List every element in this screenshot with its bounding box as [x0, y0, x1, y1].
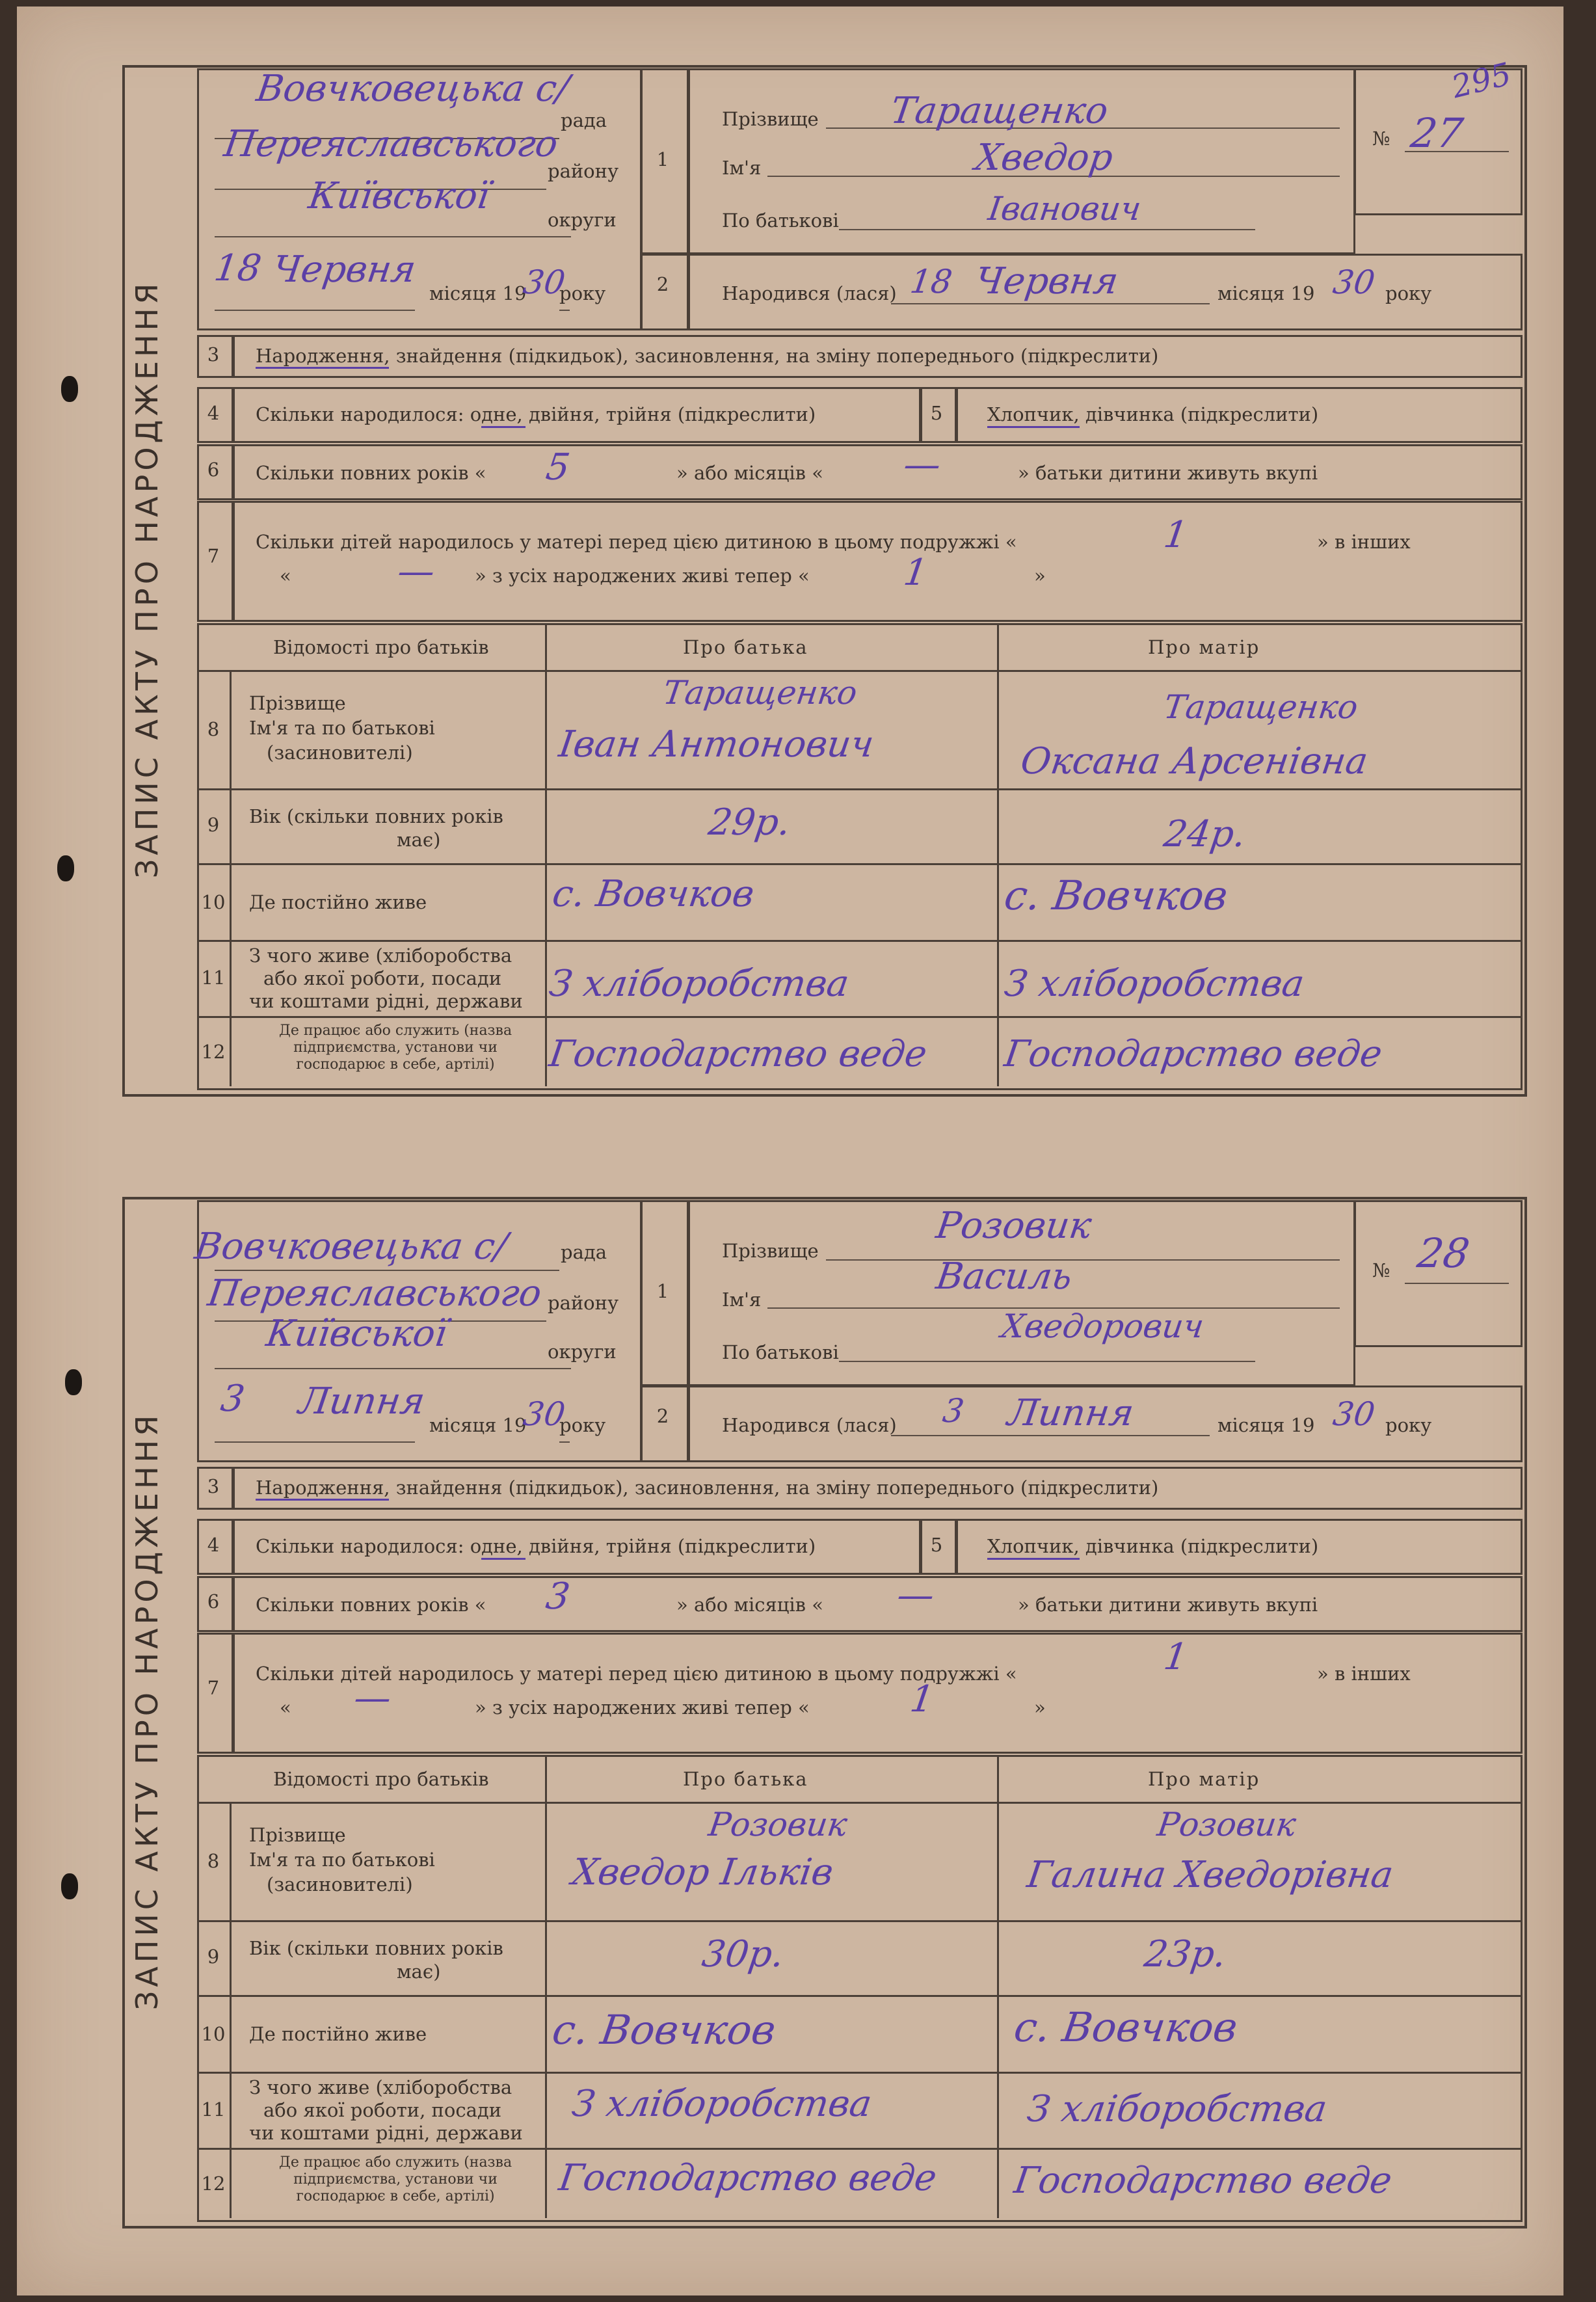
reg-year: 30: [520, 1395, 568, 1433]
number-label: №: [1372, 1259, 1390, 1281]
mother-occupation: З хліборобства: [1002, 963, 1307, 1005]
row-number: 10: [201, 2023, 226, 2045]
born-month-label: місяця 19: [1217, 282, 1315, 304]
row11-label: або якої роботи, посади: [263, 967, 502, 989]
row8-label: Прізвище: [249, 692, 346, 714]
born-year-label: року: [1385, 282, 1432, 304]
row9-label: має): [397, 829, 441, 851]
row6-years: 5: [543, 446, 573, 489]
row6-text: » або місяців «: [676, 462, 823, 484]
row8-label: (засиновителі): [267, 1873, 413, 1895]
parents-header-mother: Про матір: [1148, 1768, 1260, 1790]
row11-label: або якої роботи, посади: [263, 2099, 502, 2121]
patronymic-value: Іванович: [985, 190, 1144, 228]
row-number: 1: [656, 1280, 669, 1302]
record-title: ЗАПИС АКТУ ПРО НАРОДЖЕННЯ: [129, 279, 165, 879]
reg-year: 30: [520, 263, 568, 301]
row11-label: чи коштами рідні, держави: [249, 2122, 523, 2144]
father-workplace: Господарство веде: [546, 1033, 930, 1075]
row12-label: господарює в себе, артілі): [296, 2188, 495, 2204]
row6-years: 3: [543, 1575, 573, 1618]
rayon-label: району: [548, 160, 619, 182]
patronymic-value: Хведорович: [998, 1307, 1206, 1345]
rada-value: Вовчковецька с/: [192, 1225, 511, 1268]
row7-text: Скільки дітей народилось у матері перед цією дитиною в цьому подружжі «: [256, 531, 1017, 553]
born-month: Червня: [972, 260, 1121, 302]
row12-label: господарює в себе, артілі): [296, 1056, 495, 1073]
record-title: ЗАПИС АКТУ ПРО НАРОДЖЕННЯ: [129, 1411, 165, 2011]
mother-residence: с. Вовчков: [1011, 2003, 1241, 2051]
row10-label: Де постійно живе: [249, 891, 427, 913]
father-surname: Таращенко: [660, 674, 860, 712]
father-name: Хведор Ільків: [569, 1851, 836, 1894]
row7-this-marriage: 1: [1161, 514, 1191, 556]
row8-label: Прізвище: [249, 1824, 346, 1846]
mother-workplace: Господарство веде: [1011, 2160, 1395, 2202]
row6-months: —: [894, 1574, 937, 1616]
row4-text: Скільки народилося: одне, двійня, трійня (підкреслити): [256, 1535, 816, 1557]
row9-label: має): [397, 1961, 441, 1983]
okruha-label: округи: [548, 1341, 617, 1363]
surname-value: Таращенко: [888, 90, 1111, 132]
row6-text: Скільки повних років «: [256, 1594, 486, 1616]
parents-header-info: Відомості про батьків: [273, 636, 489, 658]
binder-hole: [57, 855, 74, 881]
okruha-value: Київської: [306, 175, 492, 217]
row-number: 6: [207, 1590, 220, 1613]
row7-text: «: [280, 565, 291, 587]
row-number: 4: [207, 402, 220, 424]
row-number: 11: [201, 967, 226, 989]
okruha-label: округи: [548, 209, 617, 231]
row-number: 3: [207, 343, 220, 366]
surname-value: Розовик: [933, 1205, 1095, 1247]
row-number: 8: [207, 718, 220, 740]
binder-hole: [61, 376, 78, 402]
row8-label: Ім'я та по батькові: [249, 1849, 435, 1871]
born-month-label: місяця 19: [1217, 1414, 1315, 1436]
row7-text: » в інших: [1317, 1663, 1411, 1685]
reg-month: Червня: [270, 248, 419, 291]
row10-label: Де постійно живе: [249, 2023, 427, 2045]
father-residence: с. Вовчков: [550, 873, 757, 915]
row-number: 7: [207, 1677, 220, 1699]
row7-text: »: [1034, 1696, 1046, 1719]
row7-this-marriage: 1: [1161, 1636, 1191, 1678]
row-number: 4: [207, 1534, 220, 1556]
reg-month: Липня: [296, 1380, 428, 1423]
row-number: 12: [201, 2173, 226, 2195]
number-label: №: [1372, 127, 1390, 150]
row-number: 9: [207, 1946, 220, 1968]
mother-name: Оксана Арсенівна: [1018, 740, 1371, 783]
row7-text: » з усіх народжених живі тепер «: [475, 1696, 810, 1719]
mother-workplace: Господарство веде: [1002, 1033, 1385, 1075]
name-label: Ім'я: [722, 1289, 762, 1311]
row7-text: »: [1034, 565, 1046, 587]
rada-value: Вовчковецька с/: [254, 68, 572, 110]
row-number: 5: [930, 1534, 943, 1556]
mother-surname: Таращенко: [1161, 688, 1361, 726]
parents-header-mother: Про матір: [1148, 636, 1260, 658]
row7-text: «: [280, 1696, 291, 1719]
reg-year-label: року: [559, 282, 606, 304]
row7-alive: 1: [907, 1678, 937, 1720]
rada-label: рада: [561, 1241, 607, 1263]
father-occupation: З хліборобства: [546, 963, 852, 1005]
row9-label: Вік (скільки повних років: [249, 805, 503, 827]
row4-text: Скільки народилося: одне, двійня, трійня (підкреслити): [256, 403, 816, 425]
surname-label: Прізвище: [722, 108, 819, 130]
row6-text: » батьки дитини живуть вкупі: [1018, 1594, 1318, 1616]
row7-text: Скільки дітей народилось у матері перед цією дитиною в цьому подружжі «: [256, 1663, 1017, 1685]
row-number: 10: [201, 891, 226, 913]
born-label: Народився (лася): [722, 282, 897, 304]
row-number: 1: [656, 148, 669, 170]
row6-months: —: [901, 444, 944, 486]
surname-label: Прізвище: [722, 1240, 819, 1262]
row6-text: Скільки повних років «: [256, 462, 486, 484]
row12-label: Де працює або служить (назва: [278, 1023, 512, 1039]
mother-name: Галина Хведорівна: [1024, 1854, 1396, 1896]
row-number: 3: [207, 1475, 220, 1497]
parents-table: [197, 1755, 1523, 2222]
patronymic-label: По батькові: [722, 209, 839, 232]
father-workplace: Господарство веде: [556, 2157, 940, 2199]
row-number: 7: [207, 545, 220, 567]
born-day: 3: [940, 1392, 966, 1430]
row7-box: [233, 1633, 1523, 1754]
row7-text: » в інших: [1317, 531, 1411, 553]
mother-residence: с. Вовчков: [1001, 872, 1231, 919]
born-year: 30: [1330, 263, 1377, 301]
name-label: Ім'я: [722, 157, 762, 179]
binder-hole: [65, 1369, 82, 1395]
parents-header-info: Відомості про батьків: [273, 1768, 489, 1790]
father-occupation: З хліборобства: [569, 2083, 875, 2125]
row6-text: » або місяців «: [676, 1594, 823, 1616]
row12-label: підприємства, установи чи: [293, 2171, 498, 2188]
row3-text: Народження, знайдення (підкидьок), засиновлення, на зміну попереднього (підкреслити): [256, 1477, 1159, 1499]
reg-year-label: року: [559, 1414, 606, 1436]
father-age: 29р.: [706, 801, 793, 844]
mother-age: 24р.: [1161, 813, 1249, 855]
patronymic-label: По батькові: [722, 1341, 839, 1363]
row-number: 9: [207, 814, 220, 836]
row-number: 2: [656, 1405, 669, 1427]
born-year-label: року: [1385, 1414, 1432, 1436]
row5-text: Хлопчик, дівчинка (підкреслити): [987, 403, 1319, 425]
row-number: 8: [207, 1850, 220, 1872]
reg-day: 3: [218, 1378, 248, 1420]
row12-label: Де працює або служить (назва: [278, 2154, 512, 2171]
row7-alive: 1: [901, 552, 931, 594]
row11-label: З чого живе (хліборобства: [249, 2076, 512, 2098]
row-number: 12: [201, 1041, 226, 1063]
row-number: 6: [207, 459, 220, 481]
number-value: 28: [1414, 1229, 1473, 1277]
father-age: 30р.: [699, 1933, 787, 1975]
number-value: 27: [1407, 109, 1467, 157]
rayon-value: Переяславського: [205, 1272, 544, 1315]
mother-occupation: З хліборобства: [1024, 2088, 1330, 2130]
row-number: 2: [656, 273, 669, 295]
parents-header-father: Про батька: [683, 1768, 808, 1790]
row12-label: підприємства, установи чи: [293, 1039, 498, 1056]
rayon-label: району: [548, 1292, 619, 1314]
row5-text: Хлопчик, дівчинка (підкреслити): [987, 1535, 1319, 1557]
name-value: Хведор: [972, 137, 1116, 179]
reg-month-label: місяця 19: [429, 282, 527, 304]
father-residence: с. Вовчков: [549, 2006, 779, 2054]
okruha-value: Київської: [263, 1313, 450, 1355]
row7-other: —: [351, 1677, 394, 1719]
row7-other: —: [395, 550, 438, 593]
binder-hole: [61, 1873, 78, 1899]
father-surname: Розовик: [706, 1806, 850, 1843]
reg-day: 18: [211, 247, 264, 289]
row8-label: Ім'я та по батькові: [249, 717, 435, 739]
rada-label: рада: [561, 109, 607, 131]
stamp-number: 295: [1448, 55, 1515, 106]
father-name: Іван Антонович: [556, 723, 877, 766]
mother-age: 23р.: [1141, 1933, 1229, 1975]
row8-label: (засиновителі): [267, 742, 413, 764]
born-year: 30: [1330, 1395, 1377, 1433]
rayon-value: Переяславського: [221, 123, 561, 165]
born-month: Липня: [1005, 1392, 1137, 1434]
mother-surname: Розовик: [1154, 1806, 1299, 1843]
row-number: 5: [930, 402, 943, 424]
row-number: 11: [201, 2098, 226, 2121]
row6-text: » батьки дитини живуть вкупі: [1018, 462, 1318, 484]
born-label: Народився (лася): [722, 1414, 897, 1436]
row9-label: Вік (скільки повних років: [249, 1937, 503, 1959]
parents-header-father: Про батька: [683, 636, 808, 658]
row11-label: чи коштами рідні, держави: [249, 990, 523, 1012]
name-value: Василь: [933, 1255, 1075, 1298]
born-day: 18: [907, 263, 955, 301]
row3-text: Народження, знайдення (підкидьок), засиновлення, на зміну попереднього (підкреслити): [256, 345, 1159, 367]
row11-label: З чого живе (хліборобства: [249, 944, 512, 967]
row7-text: » з усіх народжених живі тепер «: [475, 565, 810, 587]
reg-month-label: місяця 19: [429, 1414, 527, 1436]
